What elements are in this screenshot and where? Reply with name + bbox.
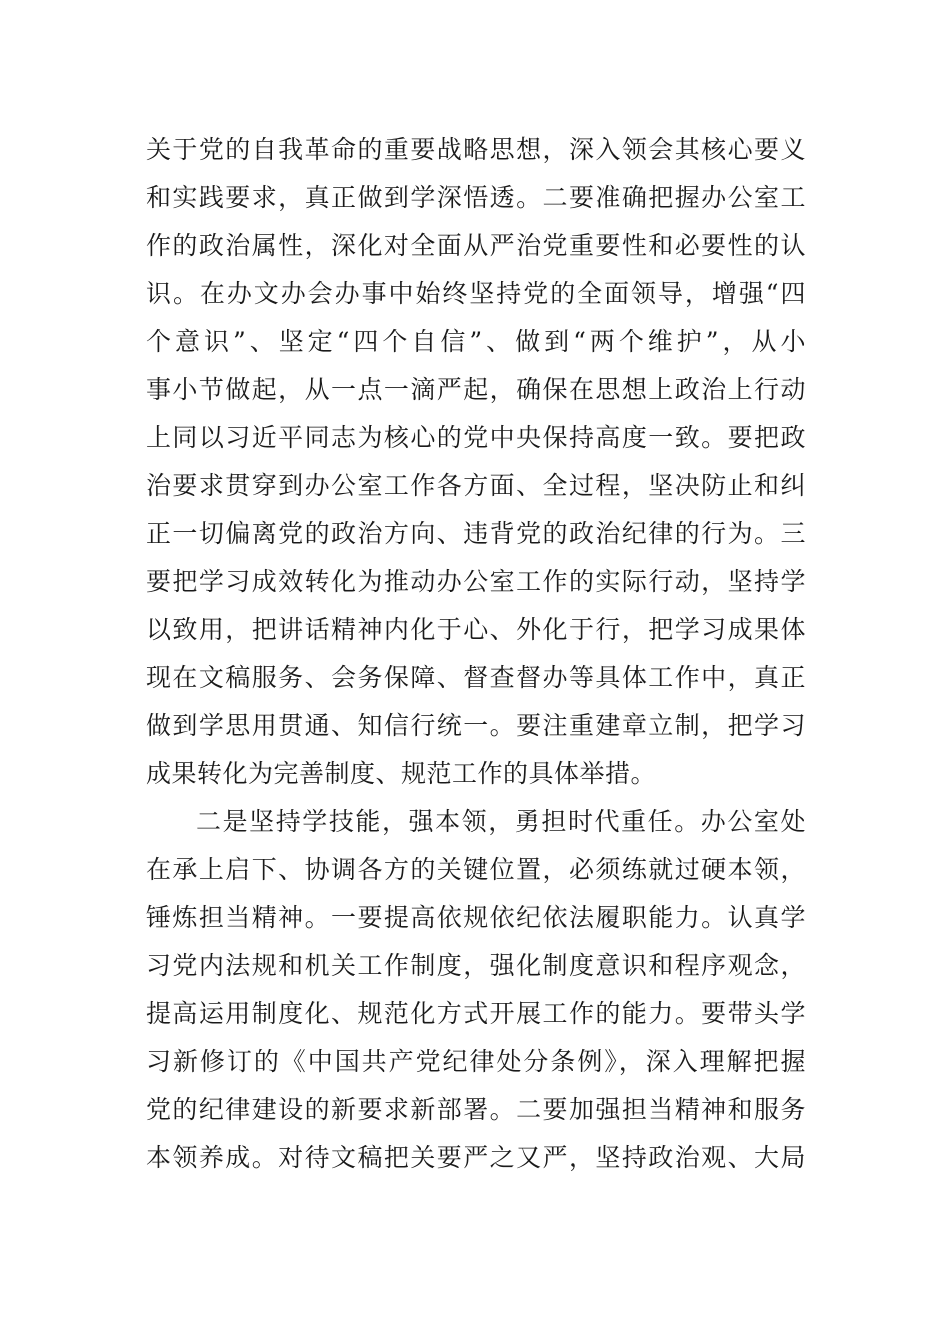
text-line: 现在文稿服务、会务保障、督查督办等具体工作中，真正	[146, 663, 806, 692]
text-line: 提高运用制度化、规范化方式开展工作的能力。要带头学	[146, 999, 806, 1028]
text-line: 关于党的自我革命的重要战略思想，深入领会其核心要义	[146, 135, 806, 164]
text-line: 个意识”、坚定“四个自信”、做到“两个维护”，从小	[146, 327, 806, 356]
text-line: 本领养成。对待文稿把关要严之又严，坚持政治观、大局	[146, 1143, 806, 1172]
text-line: 事小节做起，从一点一滴严起，确保在思想上政治上行动	[146, 375, 806, 404]
text-line: 成果转化为完善制度、规范工作的具体举措。	[146, 759, 657, 788]
text-line: 习党内法规和机关工作制度，强化制度意识和程序观念，	[146, 951, 806, 980]
text-line: 锤炼担当精神。一要提高依规依纪依法履职能力。认真学	[146, 903, 806, 932]
text-line: 治要求贯穿到办公室工作各方面、全过程，坚决防止和纠	[146, 471, 806, 500]
text-line: 和实践要求，真正做到学深悟透。二要准确把握办公室工	[146, 183, 806, 212]
text-line: 做到学思用贯通、知信行统一。要注重建章立制，把学习	[146, 711, 806, 740]
text-line: 习新修订的《中国共产党纪律处分条例》，深入理解把握	[146, 1047, 806, 1076]
document-body	[146, 126, 806, 1182]
text-line: 识。在办文办会办事中始终坚持党的全面领导，增强“四	[146, 279, 806, 308]
text-line: 党的纪律建设的新要求新部署。二要加强担当精神和服务	[146, 1095, 806, 1124]
text-line: 在承上启下、协调各方的关键位置，必须练就过硬本领，	[146, 855, 806, 884]
text-line: 以致用，把讲话精神内化于心、外化于行，把学习成果体	[146, 615, 806, 644]
text-line: 上同以习近平同志为核心的党中央保持高度一致。要把政	[146, 423, 806, 452]
text-line: 二是坚持学技能，强本领，勇担时代重任。办公室处	[196, 807, 806, 836]
text-line: 正一切偏离党的政治方向、违背党的政治纪律的行为。三	[146, 519, 806, 548]
text-line: 要把学习成效转化为推动办公室工作的实际行动，坚持学	[146, 567, 806, 596]
text-line: 作的政治属性，深化对全面从严治党重要性和必要性的认	[146, 231, 806, 260]
